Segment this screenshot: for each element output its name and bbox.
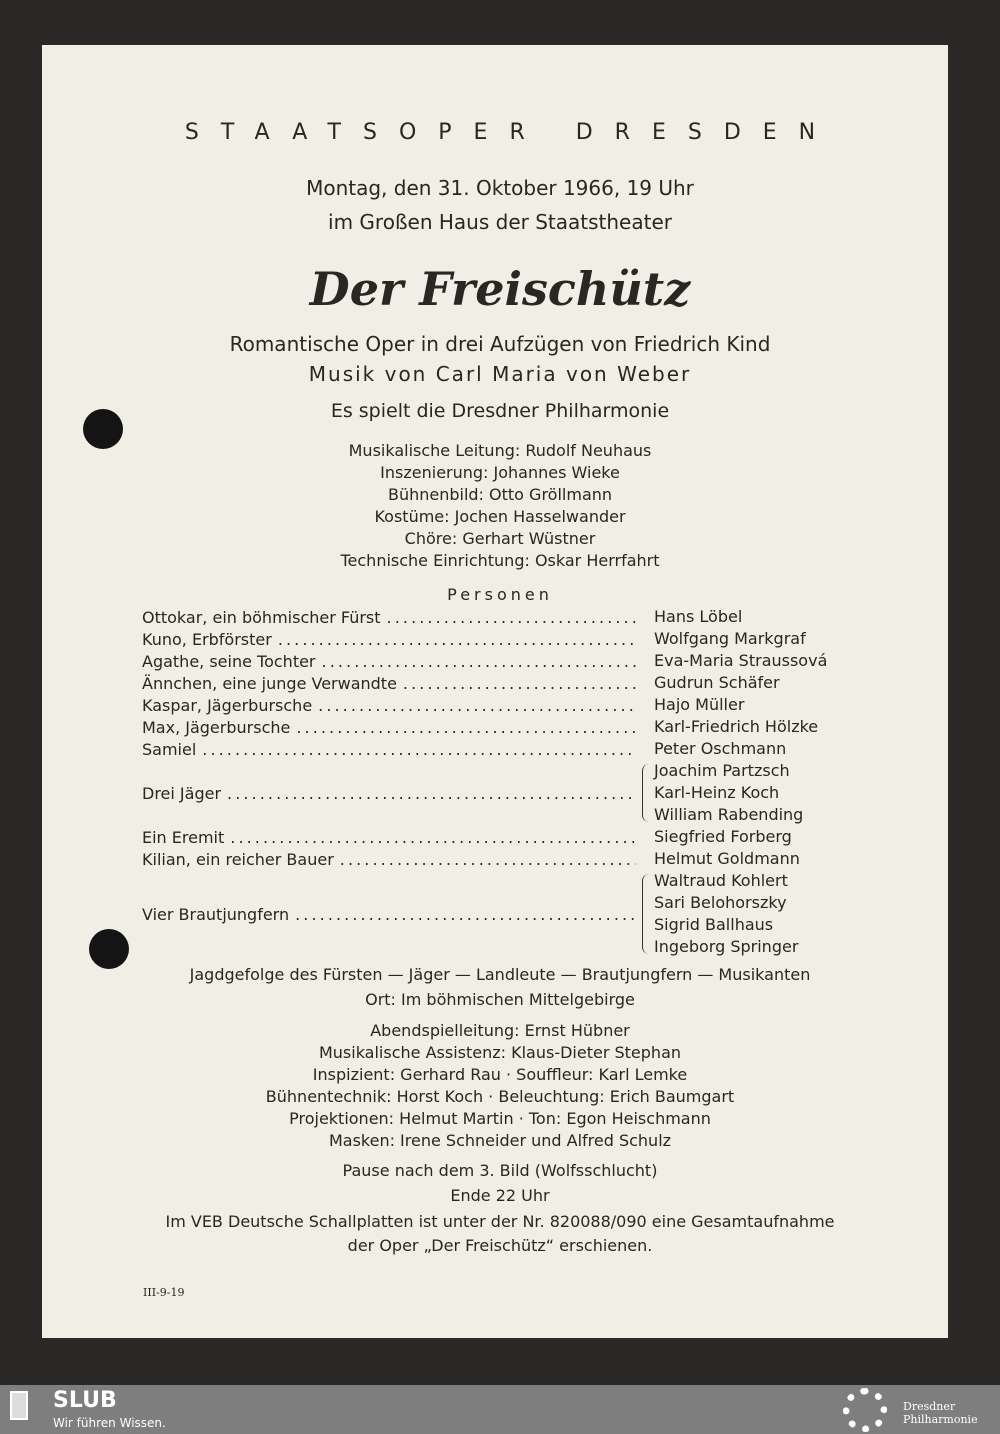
role	[142, 828, 636, 847]
intermission: Pause nach dem 3. Bild (Wolfsschlucht)	[342, 1161, 658, 1180]
crew-line: Kostüme: Jochen Hasselwander	[374, 507, 626, 526]
cast-row	[142, 606, 862, 628]
cast-list	[142, 606, 862, 958]
actor-name: Helmut Goldmann	[654, 849, 800, 868]
subtitle-composer: Musik von Carl Maria von Weber	[308, 362, 692, 386]
spacer	[636, 826, 654, 848]
cast-row	[142, 760, 862, 826]
spacer	[636, 628, 654, 650]
cast-row	[142, 628, 862, 650]
actors	[654, 848, 800, 870]
staff-line: Musikalische Assistenz: Klaus-Dieter Stephan	[318, 1043, 682, 1062]
actor-name: Eva-Maria Straussová	[654, 651, 828, 670]
cast-row	[142, 716, 862, 738]
staff-line: Bühnentechnik: Horst Koch · Beleuchtung: Erich Baumgart	[265, 1087, 735, 1106]
staff-line: Projektionen: Helmut Martin · Ton: Egon Heischmann	[289, 1109, 711, 1128]
role-name: Ännchen, eine junge Verwandte	[142, 673, 397, 693]
cast-row	[142, 738, 862, 760]
actor-name: Gudrun Schäfer	[654, 673, 780, 692]
actors	[654, 760, 803, 826]
actors	[654, 694, 744, 716]
brace-icon	[636, 760, 654, 826]
actor-name: Sigrid Ballhaus	[654, 915, 774, 934]
role-name: Ottokar, ein böhmischer Fürst	[142, 607, 381, 627]
role-name: Kilian, ein reicher Bauer	[142, 849, 334, 869]
cast-row	[142, 848, 862, 870]
role	[142, 905, 636, 924]
actors	[654, 716, 818, 738]
actors	[654, 738, 786, 760]
brace-icon	[636, 870, 654, 958]
actor-name: Karl-Friedrich Hölzke	[654, 717, 819, 736]
actor-name: Wolfgang Markgraf	[654, 629, 806, 648]
actors	[654, 870, 798, 958]
spacer	[636, 672, 654, 694]
cast-row	[142, 870, 862, 958]
leader-dots	[322, 652, 636, 671]
actors	[654, 672, 780, 694]
crew-line: Inszenierung: Johannes Wieke	[380, 463, 620, 482]
role-name: Max, Jägerbursche	[142, 717, 291, 737]
orchestra: Es spielt die Dresdner Philharmonie	[330, 400, 670, 422]
actor-name: Sari Belohorszky	[654, 893, 787, 912]
role	[142, 718, 636, 737]
role-name: Vier Brautjungfern	[142, 904, 290, 924]
extras-line: Jagdgefolge des Fürsten — Jäger — Landleute — Brautjungfern — Musikanten	[189, 965, 811, 984]
slub-logo[interactable]: SLUB	[53, 1388, 117, 1413]
actors	[654, 650, 827, 672]
leader-dots	[202, 740, 636, 759]
crew-line: Bühnenbild: Otto Gröllmann	[387, 485, 613, 504]
actor-name: William Rabending	[654, 805, 804, 824]
personen-heading: Personen	[447, 585, 553, 604]
theatre-name: STAATSOPER DRESDEN	[184, 120, 838, 145]
venue: im Großen Haus der Staatstheater	[328, 210, 672, 234]
leader-dots	[230, 828, 636, 847]
cast-row	[142, 826, 862, 848]
role-name: Ein Eremit	[142, 827, 225, 847]
leader-dots	[227, 784, 636, 803]
leader-dots	[318, 696, 636, 715]
slub-tagline: Wir führen Wissen.	[53, 1416, 166, 1430]
role	[142, 696, 636, 715]
role	[142, 608, 636, 627]
spacer	[636, 606, 654, 628]
spacer	[636, 650, 654, 672]
recording-line: der Oper „Der Freischütz“ erschienen.	[347, 1236, 653, 1255]
role	[142, 630, 636, 649]
role-name: Drei Jäger	[142, 783, 222, 803]
actor-name: Hajo Müller	[654, 695, 745, 714]
staff-list	[0, 1020, 1000, 1152]
opera-title: Der Freischütz	[309, 262, 691, 316]
actor-name: Karl-Heinz Koch	[654, 783, 780, 802]
actors	[654, 826, 792, 848]
leader-dots	[403, 674, 636, 693]
actor-name: Ingeborg Springer	[654, 937, 799, 956]
recording-note	[0, 1210, 1000, 1258]
leader-dots	[278, 630, 636, 649]
role	[142, 850, 636, 869]
role-name: Agathe, seine Tochter	[142, 651, 316, 671]
footer-bar	[0, 1385, 1000, 1434]
spacer	[636, 694, 654, 716]
crew-line: Technische Einrichtung: Oskar Herrfahrt	[340, 551, 660, 570]
slub-logo-icon	[10, 1391, 28, 1420]
actors	[654, 606, 742, 628]
staff-line: Masken: Irene Schneider und Alfred Schulz	[328, 1131, 672, 1150]
schedule	[0, 1158, 1000, 1208]
spacer	[636, 738, 654, 760]
staff-line: Abendspielleitung: Ernst Hübner	[370, 1021, 630, 1040]
leader-dots	[295, 905, 636, 924]
leader-dots	[340, 850, 636, 869]
actor-name: Waltraud Kohlert	[654, 871, 788, 890]
philharmonie-logo-icon	[843, 1388, 887, 1432]
leader-dots	[296, 718, 636, 737]
role-name: Kaspar, Jägerbursche	[142, 695, 313, 715]
performance-date: Montag, den 31. Oktober 1966, 19 Uhr	[306, 176, 694, 200]
role	[142, 652, 636, 671]
role-name: Samiel	[142, 739, 197, 759]
actors	[654, 628, 806, 650]
staff-line: Inspizient: Gerhard Rau · Souffleur: Karl Lemke	[312, 1065, 688, 1084]
crew-line: Musikalische Leitung: Rudolf Neuhaus	[348, 441, 652, 460]
role-name: Kuno, Erbförster	[142, 629, 272, 649]
philharmonie-logo[interactable]	[903, 1400, 978, 1426]
role	[142, 740, 636, 759]
crew-line: Chöre: Gerhart Wüstner	[404, 529, 596, 548]
spacer	[636, 716, 654, 738]
cast-row	[142, 672, 862, 694]
cast-row	[142, 650, 862, 672]
cast-row	[142, 694, 862, 716]
subtitle-libretto: Romantische Oper in drei Aufzügen von Friedrich Kind	[229, 332, 771, 356]
actor-name: Siegfried Forberg	[654, 827, 792, 846]
recording-line: Im VEB Deutsche Schallplatten ist unter der Nr. 820088/090 eine Gesamtaufnahme	[165, 1212, 835, 1231]
partner-name: Dresdner	[903, 1400, 956, 1413]
end-time: Ende 22 Uhr	[450, 1186, 550, 1205]
archive-code: III-9-19	[143, 1286, 185, 1299]
actor-name: Peter Oschmann	[654, 739, 787, 758]
extras	[0, 962, 1000, 1012]
leader-dots	[387, 608, 636, 627]
partner-name: Philharmonie	[903, 1413, 978, 1426]
role	[142, 674, 636, 693]
crew-list	[0, 440, 1000, 572]
actor-name: Hans Löbel	[654, 607, 743, 626]
role	[142, 784, 636, 803]
spacer	[636, 848, 654, 870]
actor-name: Joachim Partzsch	[654, 761, 790, 780]
setting-line: Ort: Im böhmischen Mittelgebirge	[365, 990, 635, 1009]
